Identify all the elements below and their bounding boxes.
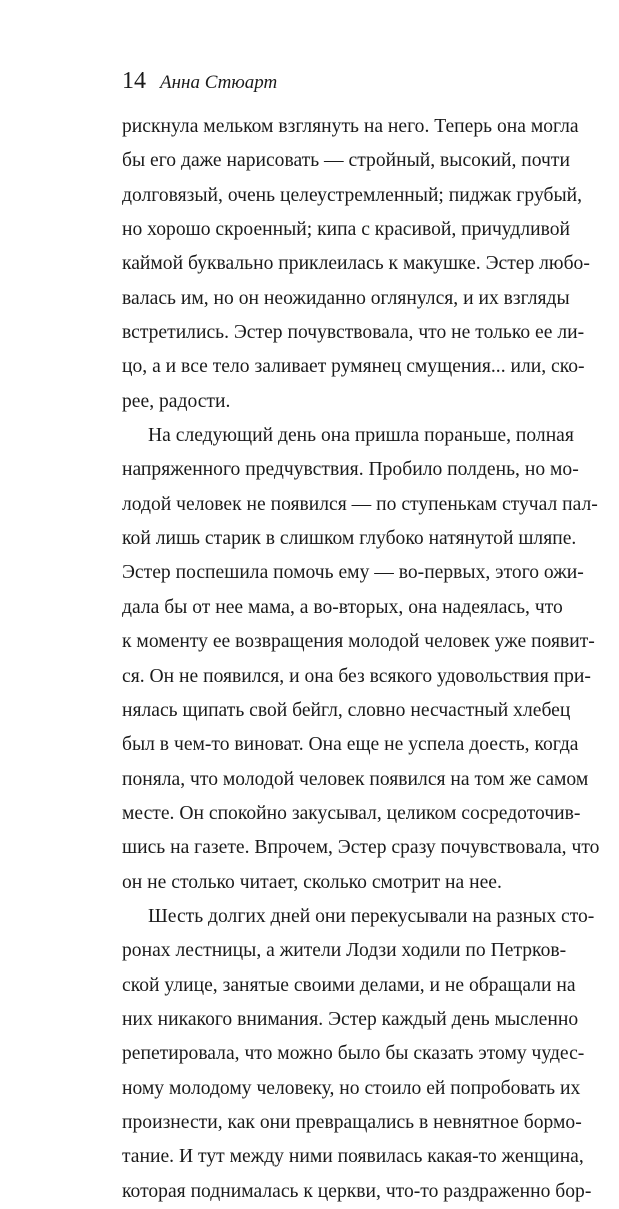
text-line: рискнула мельком взглянуть на него. Теперь она могла xyxy=(122,116,579,137)
text-line: долговязый, очень целеустремленный; пиджак грубый, xyxy=(122,184,583,206)
text-line: поняла, что молодой человек появился на том же самом xyxy=(122,768,589,790)
text-line: цо, а и все тело заливает румянец смущения... или, ско- xyxy=(122,356,585,378)
text-line: ному молодому человеку, но стоило ей попробовать их xyxy=(122,1077,581,1099)
text-line: ся. Он не появился, и она без всякого удовольствия при- xyxy=(122,665,591,687)
running-head-author: Анна Стюарт xyxy=(160,72,278,93)
text-line: тание. И тут между ними появилась какая-то женщина, xyxy=(122,1146,584,1168)
text-line: репетировала, что можно было бы сказать этому чудес- xyxy=(122,1043,585,1065)
text-line: ронах лестницы, а жители Лодзи ходили по Петрков- xyxy=(122,940,567,962)
text-line: Эстер поспешила помочь ему — во-первых, этого ожи- xyxy=(122,562,584,584)
text-line: к моменту ее возвращения молодой человек уже появит- xyxy=(122,631,595,653)
text-line: нялась щипать свой бейгл, словно несчастный хлебец xyxy=(122,699,571,721)
text-line: шись на газете. Впрочем, Эстер сразу почувствовала, что xyxy=(122,837,600,859)
text-line: лодой человек не появился — по ступенькам стучал пал- xyxy=(122,493,598,515)
text-line: ской улице, занятые своими делами, и не обращали на xyxy=(122,974,576,996)
text-line: Шесть долгих дней они перекусывали на разных сто- xyxy=(148,905,595,927)
text-line: каймой буквально приклеилась к макушке. Эстер любо- xyxy=(122,253,590,275)
text-line: рее, радости. xyxy=(122,390,231,412)
text-line: месте. Он спокойно закусывал, целиком сосредоточив- xyxy=(122,802,581,824)
text-line: произнести, как они превращались в невнятное бормо- xyxy=(122,1111,582,1133)
text-line: встретились. Эстер почувствовала, что не только ее ли- xyxy=(122,322,585,344)
text-line: валась им, но он неожиданно оглянулся, и их взгляды xyxy=(122,287,570,309)
body-text xyxy=(122,110,600,1209)
text-line: дала бы от нее мама, а во-вторых, она надеялась, что xyxy=(122,596,563,618)
text-line: напряженного предчувствия. Пробило полдень, но мо- xyxy=(122,459,579,481)
page-header xyxy=(122,68,277,95)
text-line: он не столько читает, сколько смотрит на нее. xyxy=(122,871,502,893)
paragraph xyxy=(122,110,590,419)
paragraph xyxy=(122,900,595,1209)
text-line: но хорошо скроенный; кипа с красивой, причудливой xyxy=(122,219,571,241)
text-line: был в чем-то виноват. Она еще не успела доесть, когда xyxy=(122,734,579,756)
paragraph xyxy=(122,419,600,900)
text-line: них никакого внимания. Эстер каждый день мысленно xyxy=(122,1008,579,1030)
page-number: 14 xyxy=(122,68,146,94)
text-line: На следующий день она пришла пораньше, полная xyxy=(148,425,574,447)
text-line: бы его даже нарисовать — стройный, высокий, почти xyxy=(122,150,570,172)
text-line: кой лишь старик в слишком глубоко натянутой шляпе. xyxy=(122,528,577,550)
text-line: которая поднималась к церкви, что-то раздраженно бор- xyxy=(122,1180,592,1202)
